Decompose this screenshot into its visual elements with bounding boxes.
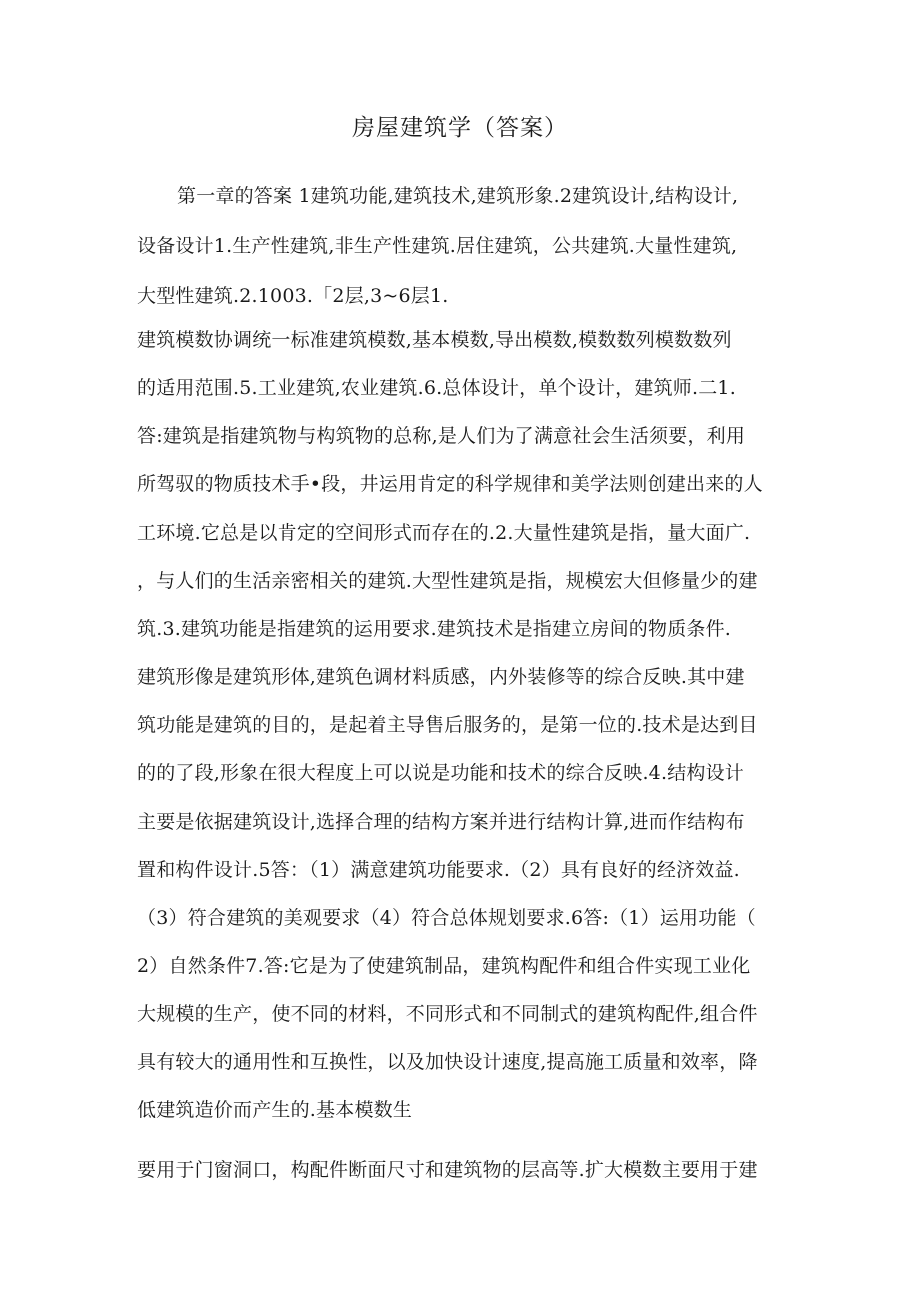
text-line: ，与人们的生活亲密相关的建筑.大型性建筑是指，规模宏大但修量少的建 [137, 570, 758, 592]
text-line: 建筑模数协调统一标准建筑模数,基本模数,导出模数,模数数列模数数列 [137, 329, 732, 351]
text-line: 的的了段,形象在很大程度上可以说是功能和技术的综合反映.4.结构设计 [137, 762, 745, 784]
text-line: 置和构件设计.5答：（1）满意建筑功能要求.（2）具有良好的经济效益. [137, 859, 740, 881]
text-line: 第一章的答案 1建筑功能,建筑技术,建筑形象.2建筑设计,结构设计, [177, 185, 739, 207]
text-line: 所驾驭的物质技术手•段，井运用肯定的科学规律和美学法则创建出来的人 [137, 473, 763, 495]
text-line: 2）自然条件7.答:它是为了使建筑制品，建筑构配件和组合件实现工业化 [137, 955, 751, 977]
text-line: 具有较大的通用性和互换性，以及加快设计速度,提高施工质量和效率，降 [137, 1051, 758, 1073]
text-line: 大型性建筑.2.1003.「2层,3~6层1. [137, 285, 449, 307]
text-line: （3）符合建筑的美观要求（4）符合总体规划要求.6答:（1）运用功能（ [137, 907, 756, 929]
text-line: 大规模的生产，使不同的材料，不同形式和不同制式的建筑构配件,组合件 [137, 1003, 758, 1025]
text-line: 筑功能是建筑的目的，是起着主导售后服务的，是第一位的.技术是达到目 [137, 714, 758, 736]
text-line: 低建筑造价而产生的.基本模数生 [137, 1099, 413, 1121]
document-title: 房屋建筑学（答案） [352, 115, 568, 141]
text-line: 工环境.它总是以肯定的空间形式而存在的.2.大量性建筑是指，量大面广. [137, 522, 751, 544]
text-line: 筑.3.建筑功能是指建筑的运用要求.建筑技术是指建立房间的物质条件. [137, 618, 732, 640]
text-line: 答:建筑是指建筑物与构筑物的总称,是人们为了满意社会生活须要，利用 [137, 425, 746, 447]
text-line: 建筑形像是建筑形体,建筑色调材料质感，内外装修等的综合反映.其中建 [137, 666, 745, 688]
text-line: 的适用范围.5.工业建筑,农业建筑.6.总体设计，单个设计，建筑师.二1. [137, 377, 736, 399]
text-line: 主要是依据建筑设计,选择合理的结构方案并进行结构计算,进而作结构布 [137, 811, 745, 833]
text-line: 设备设计1.生产性建筑,非生产性建筑.居住建筑，公共建筑.大量性建筑, [137, 235, 738, 257]
text-line: 要用于门窗洞口，构配件断面尺寸和建筑物的层高等.扩大模数主要用于建 [137, 1159, 758, 1181]
